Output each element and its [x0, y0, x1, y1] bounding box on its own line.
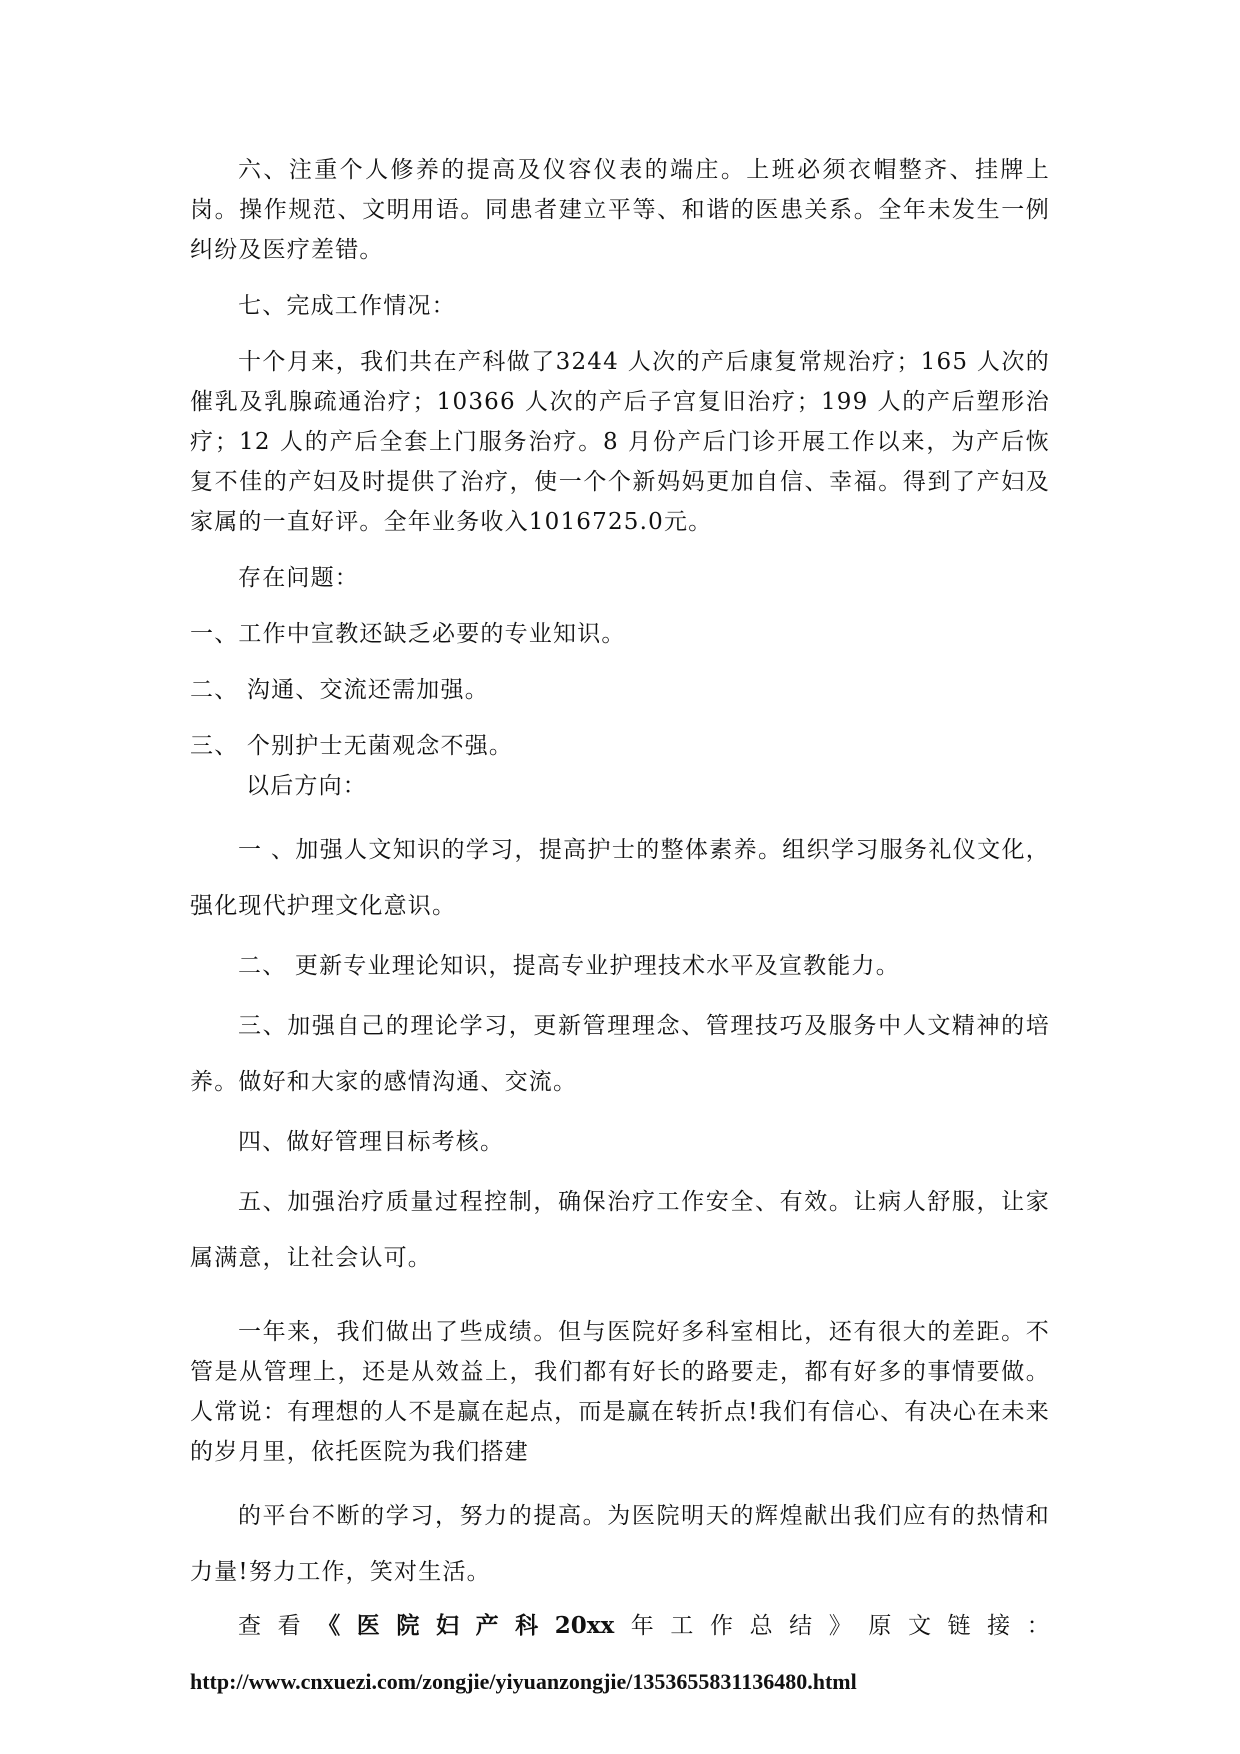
link-label-char: 妇: [435, 1612, 459, 1639]
issue-item-2: 二、 沟通、交流还需加强。: [190, 677, 489, 703]
link-label-char: 科: [515, 1612, 539, 1639]
original-link-url[interactable]: http://www.cnxuezi.com/zongjie/yiyuanzongjie/1353655831136480.html: [190, 1669, 857, 1694]
link-label-char: 查: [238, 1613, 261, 1639]
conclusion-continuation: 的平台不断的学习，努力的提高。为医院明天的辉煌献出我们应有的热情和力量!努力工作，笑对生活。: [190, 1503, 1050, 1585]
document-body: [190, 150, 1050, 1702]
section-seven-heading: 七、完成工作情况：: [238, 293, 456, 319]
link-label-char: 原: [868, 1613, 892, 1639]
link-label-char: 《: [317, 1612, 341, 1639]
link-label-char: 作: [709, 1613, 733, 1639]
future-item-1: 一 、加强人文知识的学习，提高护士的整体素养。组织学习服务礼仪文化，强化现代护理文化意识。: [190, 837, 1050, 919]
link-label-char: 链: [947, 1613, 971, 1639]
link-label-char: 总: [749, 1613, 773, 1639]
future-item-2: 二、 更新专业理论知识，提高专业护理技术水平及宣教能力。: [238, 953, 900, 979]
link-label-char: 工: [670, 1613, 694, 1639]
original-link-label: [190, 1606, 1050, 1646]
future-item-5: 五、加强治疗质量过程控制，确保治疗工作安全、有效。让病人舒服，让家属满意，让社会认可。: [190, 1189, 1050, 1271]
link-label-char: ：: [1026, 1613, 1050, 1639]
link-label-char: 看: [277, 1613, 301, 1639]
link-label-char: 结: [789, 1613, 813, 1639]
future-item-3: 三、加强自己的理论学习，更新管理理念、管理技巧及服务中人文精神的培养。做好和大家的感情沟通、交流。: [190, 1013, 1050, 1095]
link-label-char: 院: [396, 1612, 420, 1639]
issues-heading: 存在问题：: [238, 565, 359, 591]
link-label-char: 产: [475, 1612, 499, 1639]
paragraph-six: 六、注重个人修养的提高及仪容仪表的端庄。上班必须衣帽整齐、挂牌上岗。操作规范、文明用语。同患者建立平等、和谐的医患关系。全年未发生一例纠纷及医疗差错。: [190, 157, 1050, 263]
issue-item-3: 三、 个别护士无菌观念不强。: [190, 733, 514, 759]
conclusion-paragraph: 一年来，我们做出了些成绩。但与医院好多科室相比，还有很大的差距。不管是从管理上，还是从效益上，我们都有好长的路要走，都有好多的事情要做。人常说：有理想的人不是赢在起点，而是赢在转折点!我们有信心、有决心在未来的岁月里，依托医院为我们搭建: [190, 1319, 1050, 1465]
future-heading: 以后方向：: [246, 773, 367, 799]
future-item-4: 四、做好管理目标考核。: [238, 1129, 505, 1155]
link-label-char: 》: [828, 1613, 852, 1639]
link-label-char: 接: [987, 1613, 1011, 1639]
link-label-char: 年: [630, 1613, 654, 1639]
link-label-year: 20xx: [554, 1612, 615, 1639]
issue-item-1: 一、工作中宣教还缺乏必要的专业知识。: [190, 621, 626, 647]
work-results-paragraph: 十个月来，我们共在产科做了3244 人次的产后康复常规治疗；165 人次的催乳及乳腺疏通治疗；10366 人次的产后子宫复旧治疗；199 人的产后塑形治疗；12 人的产后全套上门服务治疗。8 月份产后门诊开展工作以来，为产后恢复不佳的产妇及时提供了治疗，使一个个新妈妈更加自信、幸福。得到了产妇及家属的一直好评。全年业务收入1016725.0元。: [190, 349, 1050, 535]
link-label-char: 医: [356, 1612, 380, 1639]
link-label-char: 文: [907, 1613, 931, 1639]
